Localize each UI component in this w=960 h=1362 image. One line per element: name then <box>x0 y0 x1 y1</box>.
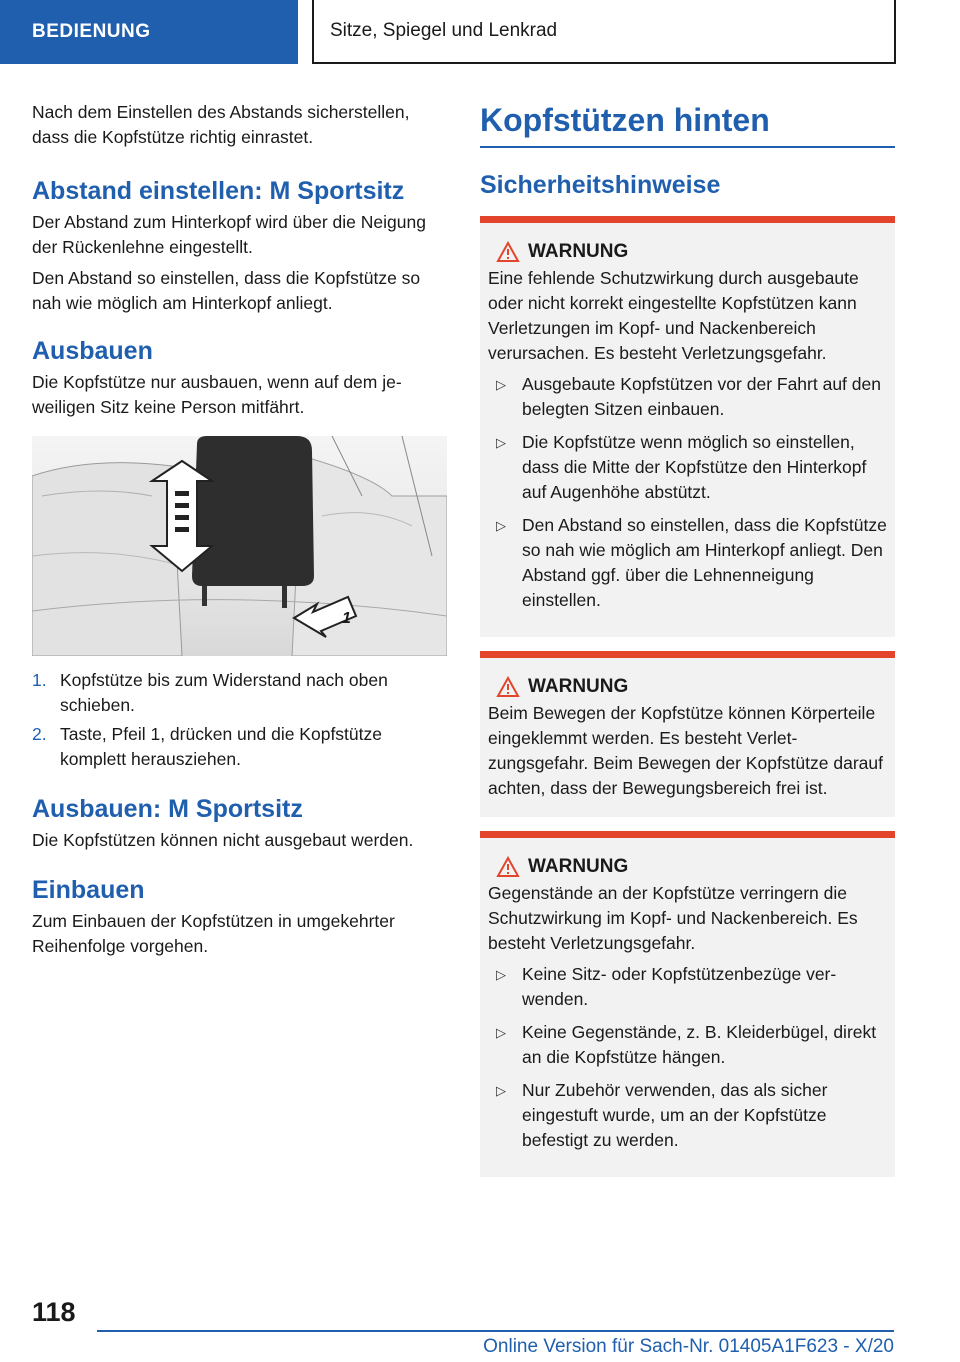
warning-triangle-icon <box>488 856 528 878</box>
paragraph: Den Abstand so einstellen, dass die Kopfstütze so nah wie möglich am Hinterkopf anliegt. <box>32 268 421 313</box>
footer-online-version: Online Version für Sach-Nr. 01405A1F623 - X/20 <box>483 1336 894 1357</box>
warning-triangle-icon <box>488 241 528 263</box>
warning-bullets <box>488 962 887 1153</box>
section-tab <box>0 0 298 64</box>
warning-text: Gegenstände an der Kopfstütze verringern die Schutzwirkung im Kopf- und Nackenbereich. Es besteht Verletzungsgefahr. <box>488 883 858 953</box>
bullet-text: Den Abstand so einstellen, dass die Kopfstütze so nah wie möglich am Hinterkopf anliegt. Den Abstand ggf. über die Lehnenneigung einstellen. <box>522 515 887 610</box>
paragraph: Die Kopfstützen können nicht ausgebaut werden. <box>32 830 414 850</box>
bullet-text: Ausgebaute Kopfstützen vor der Fahrt auf den belegten Sitzen einbauen. <box>522 374 881 419</box>
steps-list <box>32 668 450 772</box>
list-item <box>32 722 450 772</box>
heading-sicherheitshinweise: Sicherheitshinweise <box>480 171 721 199</box>
bullet-text: Nur Zubehör verwenden, das als sicher eingestuft wurde, um an der Kopfstütze befestigt zu werden. <box>522 1080 828 1150</box>
headrest-illustration <box>32 436 447 656</box>
triangle-bullet-icon: ▷ <box>496 377 506 392</box>
triangle-bullet-icon: ▷ <box>496 1083 506 1098</box>
heading-ausbauen: Ausbauen <box>32 337 153 365</box>
warning-text: Eine fehlende Schutzwirkung durch ausgebaute oder nicht korrekt eingestellte Kopfstützen kann Verletzungen im Kopf- und Nackenbereich verursachen. Es besteht Verletzungsgefahr. <box>488 268 859 363</box>
chapter-title-text: Sitze, Spiegel und Lenkrad <box>330 20 558 41</box>
triangle-bullet-icon: ▷ <box>496 967 506 982</box>
warning-header <box>488 239 887 264</box>
title-rule <box>480 146 895 148</box>
bullet-text: Keine Gegenstände, z. B. Kleiderbügel, direkt an die Kopfstütze hängen. <box>522 1022 877 1067</box>
intro-paragraph: Nach dem Einstellen des Abstands sicherstellen, dass die Kopfstütze richtig einrastet. <box>32 102 410 147</box>
step-text: Kopfstütze bis zum Widerstand nach oben schieben. <box>60 670 388 715</box>
warning-triangle-icon <box>488 676 528 698</box>
right-column <box>480 100 895 1177</box>
page-number: 118 <box>32 1297 76 1327</box>
warning-header <box>488 854 887 879</box>
heading-ausbauen-m-sportsitz: Ausbauen: M Sportsitz <box>32 795 303 823</box>
warning-header <box>488 674 887 699</box>
heading-abstand-m-sportsitz: Abstand einstellen: M Sportsitz <box>32 177 405 205</box>
figure-arrow-label: 1 <box>342 610 351 627</box>
list-item <box>488 962 887 1012</box>
bullet-text: Keine Sitz- oder Kopfstützenbezüge verwenden. <box>522 964 837 1009</box>
step-text: Taste, Pfeil 1, drücken und die Kopfstütze komplett herausziehen. <box>60 724 382 769</box>
bullet-text: Die Kopfstütze wenn möglich so einstellen, dass die Mitte der Kopfstütze den Hinterkopf auf Augenhöhe abstützt. <box>522 432 867 502</box>
list-item <box>488 372 887 422</box>
chapter-title <box>312 0 896 64</box>
paragraph: Die Kopfstütze nur ausbauen, wenn auf dem jeweiligen Sitz keine Person mitfährt. <box>32 372 402 417</box>
triangle-bullet-icon: ▷ <box>496 435 506 450</box>
step-number: 2. <box>32 724 47 744</box>
list-item <box>488 430 887 505</box>
triangle-bullet-icon: ▷ <box>496 518 506 533</box>
page-title: Kopfstützen hinten <box>480 102 770 138</box>
warning-box <box>480 831 895 1177</box>
warning-bullets <box>488 372 887 613</box>
list-item <box>32 668 450 718</box>
warning-text: Beim Bewegen der Kopfstütze können Körperteile eingeklemmt werden. Es besteht Verletzungsgefahr. Beim Bewegen der Kopfstütze darauf achten, dass der Bewegungsbereich frei ist. <box>488 703 883 798</box>
list-item <box>488 1078 887 1153</box>
warning-box <box>480 651 895 817</box>
left-column <box>32 100 450 959</box>
list-item <box>488 513 887 613</box>
triangle-bullet-icon: ▷ <box>496 1025 506 1040</box>
warning-label: WARNUNG <box>528 241 629 262</box>
warning-label: WARNUNG <box>528 856 629 877</box>
paragraph: Der Abstand zum Hinterkopf wird über die Neigung der Rückenlehne eingestellt. <box>32 212 426 257</box>
section-label: BEDIENUNG <box>32 21 151 42</box>
paragraph: Zum Einbauen der Kopfstützen in umgekehrter Reihenfolge vorgehen. <box>32 911 395 956</box>
step-number: 1. <box>32 670 47 690</box>
warning-label: WARNUNG <box>528 676 629 697</box>
headrest-drawing <box>32 436 447 656</box>
heading-einbauen: Einbauen <box>32 876 145 904</box>
warning-box <box>480 216 895 637</box>
list-item <box>488 1020 887 1070</box>
footer-rule <box>97 1330 894 1332</box>
